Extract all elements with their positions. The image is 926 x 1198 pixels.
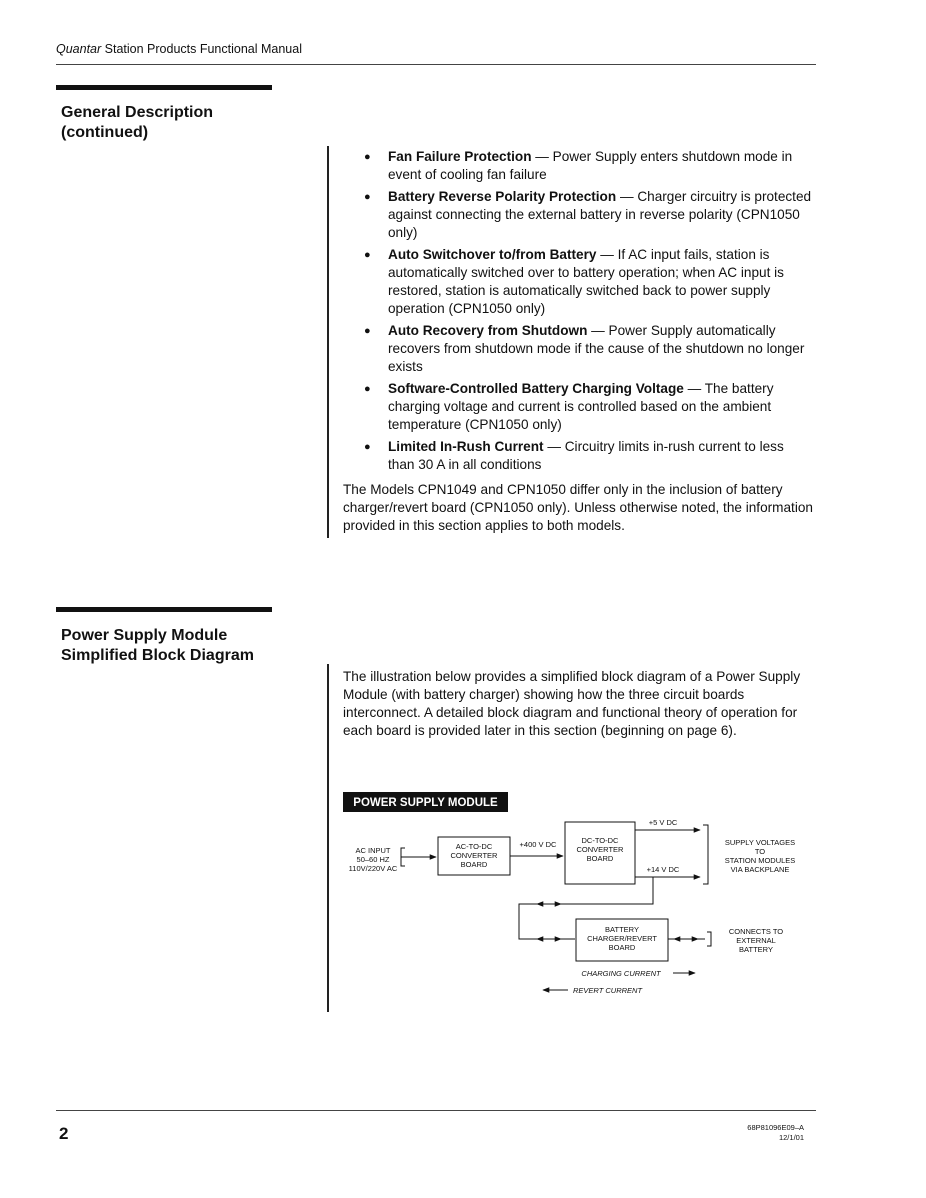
feature-name: Limited In-Rush Current [388,439,544,454]
feature-text: — The battery charging voltage and current is controlled based on the ambient temperature (CPN1050 only) [388,381,774,432]
ac-input-label: AC INPUT [355,846,391,855]
feature-text: — If AC input fails, station is automatically switched over to battery operation; when AC input is restored, station is automatically switched back to power supply operation (CPN1050 only) [388,247,784,316]
document-id [660,1123,804,1143]
battery-label: BATTERY [739,945,773,954]
supply-bracket [703,825,708,884]
v400-label: +400 V DC [519,840,557,849]
list-item [362,438,812,474]
battery-bracket [707,932,711,946]
feature-name: Software-Controlled Battery Charging Voltage [388,381,684,396]
dcdc-board-label: DC-TO-DC [581,836,619,845]
section-title-line: Simplified Block Diagram [61,647,254,664]
acdc-board-label: BOARD [460,860,488,869]
running-header [56,42,302,56]
acdc-board-label: CONVERTER [450,851,498,860]
feature-name: Auto Recovery from Shutdown [388,323,588,338]
page-number: 2 [59,1124,69,1143]
list-item [362,322,812,376]
header-title: Station Products Functional Manual [104,42,302,56]
list-item [362,148,812,184]
section-title-line: Power Supply Module [61,627,228,644]
diagram-intro-paragraph: The illustration below provides a simplified block diagram of a Power Supply Module (with battery charger) showing how the three circuit boards interconnect. A detailed block diagram and functional theory of operation for each board is provided later in this section (beginning on page 6). [343,669,801,738]
battery-label: EXTERNAL [736,936,776,945]
supply-label: SUPPLY VOLTAGES [724,838,796,847]
section-title-block-diagram [61,626,291,666]
diagram-title: POWER SUPPLY MODULE [353,797,498,809]
charging-current-label: CHARGING CURRENT [581,969,661,978]
header-rule [56,64,816,65]
battery-board-label: BOARD [608,943,636,952]
battery-board-label: BATTERY [605,925,639,934]
list-item [362,188,812,242]
ac-input-label: 110V/220V AC [348,864,398,873]
revert-current-label: REVERT CURRENT [573,986,643,995]
section-bar [56,607,272,612]
margin-rule [327,664,329,1012]
feature-text: — Power Supply automatically recovers from shutdown mode if the cause of the shutdown no longer exists [388,323,805,374]
section-title-line: (continued) [61,124,149,141]
section-bar [56,85,272,90]
v14-label: +14 V DC [646,865,680,874]
acdc-board-label: AC-TO-DC [455,842,493,851]
feature-name: Auto Switchover to/from Battery [388,247,597,262]
dcdc-board-label: BOARD [586,854,614,863]
battery-label: CONNECTS TO [728,927,784,936]
section-title-line: General Description [61,104,214,121]
feature-name: Fan Failure Protection [388,149,532,164]
supply-label: TO [754,847,766,856]
footer-rule [56,1110,816,1111]
feature-list [362,148,812,478]
v5-label: +5 V DC [648,818,678,827]
doc-date: 12/1/01 [778,1133,804,1142]
feature-text: — Charger circuitry is protected against connecting the external battery in reverse polarity (CPN1050 only) [388,189,812,240]
list-item [362,246,812,318]
battery-board-label: CHARGER/REVERT [587,934,657,943]
header-brand: Quantar [56,42,102,56]
feature-name: Battery Reverse Polarity Protection [388,189,617,204]
dcdc-board-label: CONVERTER [576,845,624,854]
margin-rule [327,146,329,538]
section-title-general [61,103,291,143]
supply-label: VIA BACKPLANE [730,865,790,874]
feature-text: — Circuitry limits in-rush current to less than 30 A in all conditions [388,439,784,472]
ac-input-label: 50–60 HZ [356,855,390,864]
doc-number: 68P81096E09–A [747,1123,804,1132]
models-paragraph: The Models CPN1049 and CPN1050 differ only in the inclusion of battery charger/revert board (CPN1050 only). Unless otherwise noted, the information provided in this section applies to both models. [343,482,813,533]
supply-label: STATION MODULES [724,856,796,865]
list-item [362,380,812,434]
block-diagram [343,792,823,1002]
feature-text: — Power Supply enters shutdown mode in event of cooling fan failure [388,149,793,182]
